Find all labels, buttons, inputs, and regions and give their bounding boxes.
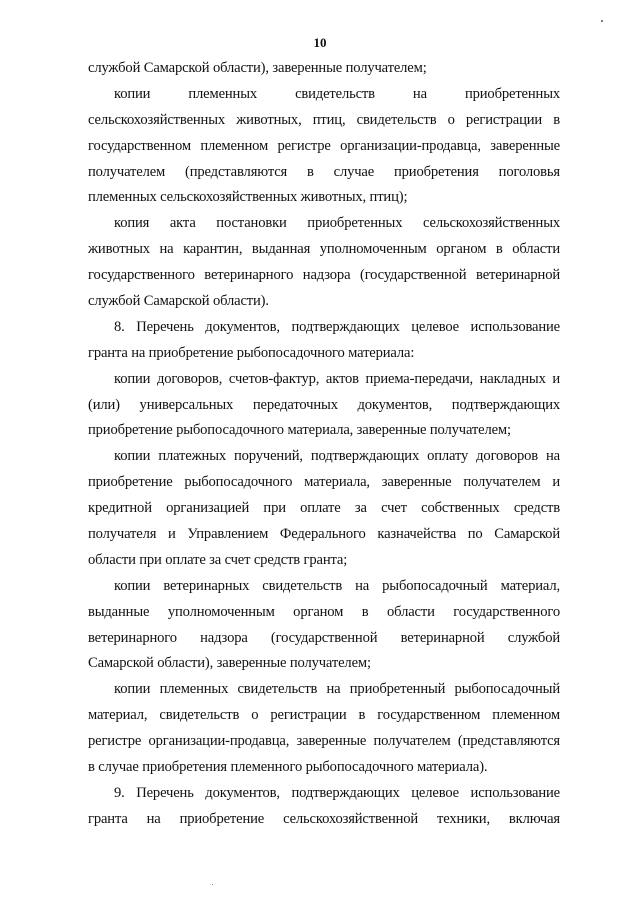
text-line: копия акта постановки приобретенных сельскохозяйственных (114, 215, 560, 232)
text-line: животных на карантин, выданная уполномоченным органом в области (88, 241, 560, 258)
paragraph (88, 677, 560, 781)
paragraph (88, 211, 560, 315)
text-line: Самарской области), заверенные получателем; (88, 655, 371, 672)
paragraph (88, 781, 560, 833)
scan-speck (601, 20, 603, 22)
text-line: кредитной организацией при оплате за счет собственных средств (88, 500, 560, 517)
text-line: племенных сельскохозяйственных животных, птиц); (88, 189, 408, 206)
text-line: приобретение рыбопосадочного материала, заверенные получателем и (88, 474, 560, 491)
text-line: службой Самарской области), заверенные получателем; (88, 60, 427, 76)
text-line: гранта на приобретение сельскохозяйственной техники, включая (88, 810, 560, 827)
text-line: государственного ветеринарного надзора (государственной ветеринарной (88, 267, 560, 284)
paragraph (88, 574, 560, 678)
paragraph (88, 56, 560, 82)
text-line: 8. Перечень документов, подтверждающих целевое использование (114, 318, 560, 335)
paragraph (88, 82, 560, 211)
text-line: копии ветеринарных свидетельств на рыбопосадочный материал, (114, 577, 560, 594)
text-line: выданные уполномоченным органом в области государственного (88, 603, 560, 620)
text-line: ветеринарного надзора (государственной ветеринарной службой (88, 629, 560, 646)
text-line: копии договоров, счетов-фактур, актов приема-передачи, накладных и (114, 370, 560, 387)
text-line: в случае приобретения племенного рыбопосадочного материала). (88, 759, 488, 776)
text-line: копии платежных поручений, подтверждающих оплату договоров на (114, 448, 560, 465)
scan-speck (212, 884, 213, 885)
text-line: сельскохозяйственных животных, птиц, свидетельств о регистрации в (88, 111, 560, 128)
text-line: получателя и Управлением Федерального казначейства по Самарской (88, 526, 560, 543)
text-line: (или) универсальных передаточных документов, подтверждающих (88, 396, 560, 413)
page-number: 10 (313, 35, 327, 50)
text-line: области при оплате за счет средств гранта; (88, 551, 348, 568)
text-line: приобретение рыбопосадочного материала, заверенные получателем; (88, 422, 511, 439)
text-line: копии племенных свидетельств на приобретенных (114, 85, 560, 102)
text-line: гранта на приобретение рыбопосадочного материала: (88, 344, 415, 361)
paragraph (88, 444, 560, 573)
paragraph (88, 367, 560, 445)
text-line: регистре организации-продавца, заверенные получателем (представляются (88, 733, 560, 750)
text-line: государственном племенном регистре организации-продавца, заверенные (88, 137, 560, 154)
text-line: службой Самарской области). (88, 293, 269, 310)
document-body (88, 56, 560, 833)
text-line: материал, свидетельств о регистрации в государственном племенном (88, 707, 560, 724)
text-line: копии племенных свидетельств на приобретенный рыбопосадочный (114, 681, 560, 698)
text-line: 9. Перечень документов, подтверждающих целевое использование (114, 784, 560, 801)
paragraph (88, 315, 560, 367)
text-line: получателем (представляются в случае приобретения поголовья (88, 163, 560, 180)
